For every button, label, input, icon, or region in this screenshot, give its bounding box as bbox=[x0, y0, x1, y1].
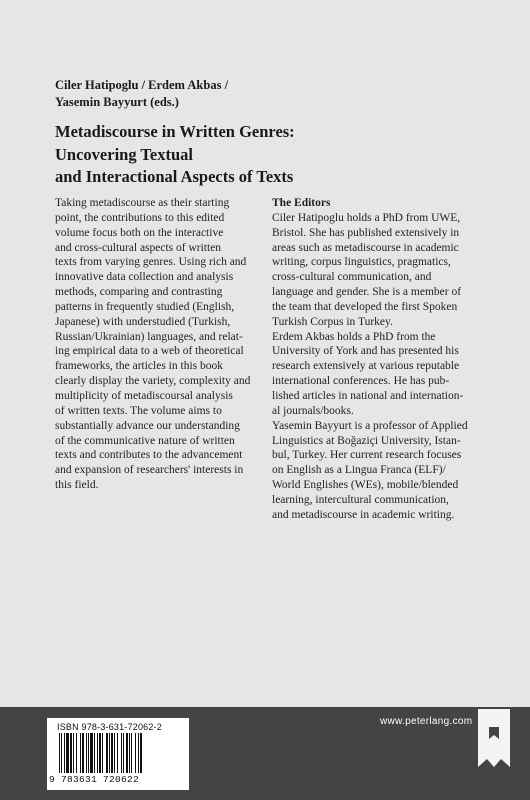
barcode-bar bbox=[64, 733, 65, 773]
description-column bbox=[55, 196, 265, 493]
barcode-bar bbox=[126, 733, 128, 773]
editors-bio-line: and metadiscourse in academic writing. bbox=[272, 508, 455, 521]
editors-heading: The Editors bbox=[272, 197, 331, 209]
editors-line: Yasemin Bayyurt (eds.) bbox=[55, 95, 179, 109]
barcode-bar bbox=[76, 733, 77, 773]
barcode-bar bbox=[94, 733, 95, 773]
description-line: and expansion of researchers' interests in bbox=[55, 464, 244, 477]
barcode-bar bbox=[66, 733, 69, 773]
barcode-bar bbox=[88, 733, 89, 773]
editors-bio-line: Linguistics at Boğaziçi University, Istan- bbox=[272, 434, 461, 447]
description-line: multiplicity of metadiscoursal analysis bbox=[55, 389, 233, 402]
description-line: substantially advance our understanding bbox=[55, 419, 240, 432]
description-line: ing empirical data to a web of theoretical bbox=[55, 345, 244, 358]
description-line: texts from varying genres. Using rich and bbox=[55, 256, 247, 269]
barcode-digits: 9 783631 720622 bbox=[49, 774, 140, 785]
barcode-bar bbox=[114, 733, 115, 773]
description-line: Russian/Ukrainian) languages, and relat- bbox=[55, 330, 243, 343]
barcode-bar bbox=[135, 733, 136, 773]
editors-block bbox=[55, 77, 315, 111]
editors-bio-line: learning, intercultural communication, bbox=[272, 493, 449, 506]
barcode-bar bbox=[138, 733, 139, 773]
description-line: point, the contributions to this edited bbox=[55, 211, 225, 224]
barcode-bar bbox=[111, 733, 113, 773]
barcode-bar bbox=[117, 733, 118, 773]
editors-bio-line: on English as a Lingua Franca (ELF)/ bbox=[272, 464, 446, 477]
editors-bio-line: language and gender. She is a member of bbox=[272, 286, 462, 299]
editors-bio-line: cross-cultural communication, and bbox=[272, 271, 432, 284]
description-line: this field. bbox=[55, 479, 99, 492]
barcode-bar bbox=[121, 733, 122, 773]
barcode-bar bbox=[86, 733, 87, 773]
barcode-bar bbox=[99, 733, 101, 773]
isbn-text: ISBN 978-3-631-72062-2 bbox=[57, 722, 162, 732]
editors-bio-line: World Englishes (WEs), mobile/blended bbox=[272, 479, 459, 492]
barcode-bar bbox=[123, 733, 124, 773]
editors-bio-line: Bristol. She has published extensively in bbox=[272, 226, 460, 239]
title-line: and Interactional Aspects of Texts bbox=[55, 167, 294, 186]
editors-bio-line: al journals/books. bbox=[272, 404, 354, 417]
editors-bio-line: the team that developed the first Spoken bbox=[272, 300, 458, 313]
description-line: clearly display the variety, complexity and bbox=[55, 375, 251, 388]
editors-bio-line: University of York and has presented his bbox=[272, 345, 459, 358]
barcode-bar bbox=[70, 733, 72, 773]
description-line: of the communicative nature of written bbox=[55, 434, 235, 447]
barcode-bar bbox=[109, 733, 110, 773]
description-line: and cross-cultural aspects of written bbox=[55, 241, 222, 254]
description-line: frameworks, the articles in this book bbox=[55, 360, 223, 373]
barcode-bar bbox=[97, 733, 98, 773]
editors-bio-line: international conferences. He has pub- bbox=[272, 375, 450, 388]
editors-line: Ciler Hatipoglu / Erdem Akbas / bbox=[55, 78, 229, 92]
barcode-bar bbox=[102, 733, 103, 773]
barcode-bar bbox=[106, 733, 108, 773]
editors-bio-line: Turkish Corpus in Turkey. bbox=[272, 315, 393, 328]
barcode-bar bbox=[59, 733, 60, 773]
barcode-bar bbox=[61, 733, 62, 773]
barcode-bar bbox=[80, 733, 81, 773]
description-line: methods, comparing and contrasting bbox=[55, 286, 223, 299]
editors-bio-line: research extensively at various reputable bbox=[272, 360, 460, 373]
description-line: of written texts. The volume aims to bbox=[55, 404, 222, 417]
barcode-bar bbox=[73, 733, 74, 773]
description-line: patterns in frequently studied (English, bbox=[55, 300, 235, 313]
peter-lang-logo-icon bbox=[476, 709, 512, 769]
publisher-website[interactable]: www.peterlang.com bbox=[380, 716, 473, 727]
description-line: Japanese) with understudied (Turkish, bbox=[55, 315, 231, 328]
editors-bio-line: Yasemin Bayyurt is a professor of Applied bbox=[272, 419, 468, 432]
editors-bio-line: Ciler Hatipoglu holds a PhD from UWE, bbox=[272, 211, 461, 224]
editors-bio-line: writing, corpus linguistics, pragmatics, bbox=[272, 256, 451, 269]
description-line: innovative data collection and analysis bbox=[55, 271, 234, 284]
description-line: Taking metadiscourse as their starting bbox=[55, 197, 230, 209]
description-line: texts and contributes to the advancement bbox=[55, 449, 243, 462]
barcode-label bbox=[47, 718, 189, 790]
editors-bio-line: areas such as metadiscourse in academic bbox=[272, 241, 459, 254]
barcode-bar bbox=[131, 733, 132, 773]
book-title bbox=[55, 121, 485, 189]
editors-bio-line: Erdem Akbas holds a PhD from the bbox=[272, 330, 436, 343]
editors-bio-line: lished articles in national and internation- bbox=[272, 389, 464, 402]
editors-bio-line: bul, Turkey. Her current research focuses bbox=[272, 449, 462, 462]
barcode-bar bbox=[82, 733, 84, 773]
description-line: volume focus both on the interactive bbox=[55, 226, 224, 239]
barcode-bar bbox=[129, 733, 130, 773]
barcode-bar bbox=[140, 733, 142, 773]
editors-bio-column bbox=[272, 196, 482, 523]
barcode-bars bbox=[57, 733, 181, 773]
barcode-bar bbox=[90, 733, 93, 773]
title-line: Metadiscourse in Written Genres: bbox=[55, 122, 295, 141]
title-line: Uncovering Textual bbox=[55, 144, 193, 164]
